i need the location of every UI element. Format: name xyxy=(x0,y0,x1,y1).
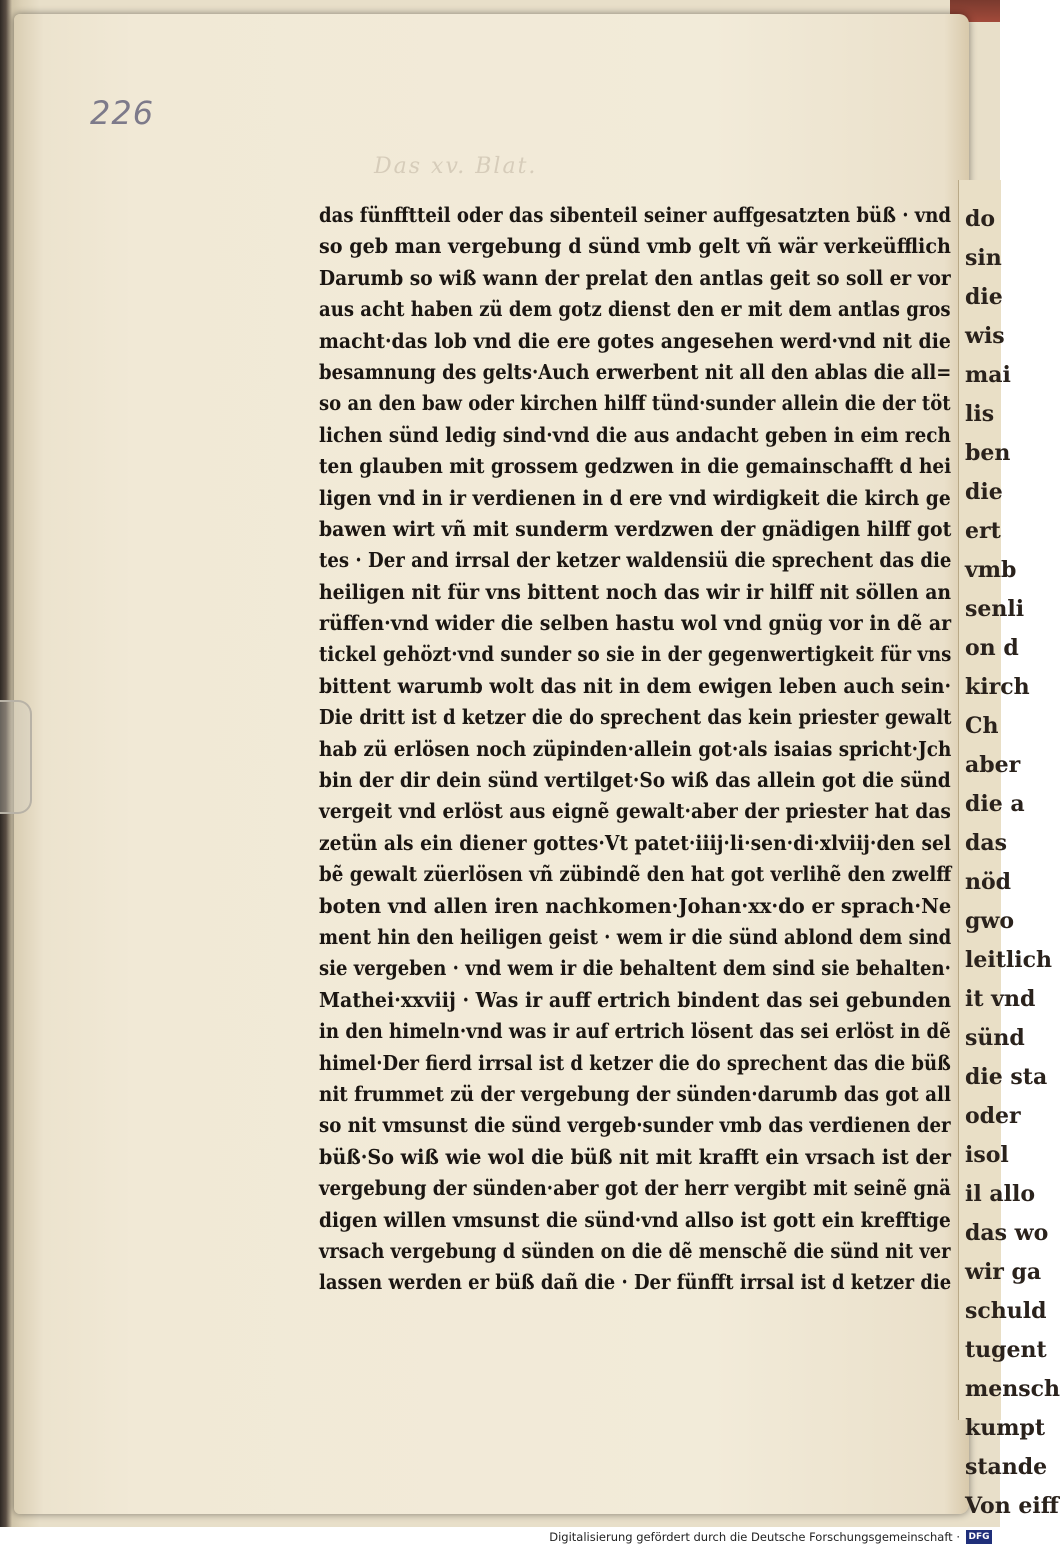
text-line: aus acht haben zü dem gotz dienst den er mit dem antlas gros xyxy=(319,297,951,322)
text-line: zetün als ein diener gottes·Vt patet·iiij·li·sen·di·xlviij·den sel xyxy=(319,830,952,855)
facing-fragment: it vnd xyxy=(965,986,1036,1012)
facing-fragment: lis xyxy=(965,401,995,427)
body-text xyxy=(319,200,959,1299)
text-line: vergebung der sünden·aber got der herr vergibt mit seinẽ gnä xyxy=(319,1176,951,1201)
text-line: ligen vnd in ir verdienen in d ere vnd wirdigkeit die kirch ge xyxy=(319,485,951,510)
facing-fragment: mensch xyxy=(965,1376,1060,1402)
text-line: so an den baw oder kirchen hilff tünd·sunder allein die der töt xyxy=(319,391,951,416)
facing-fragment: leitlich xyxy=(965,947,1052,973)
footer-bar xyxy=(0,1527,1000,1547)
text-line: tes · Der and irrsal der ketzer waldensiü die sprechent das die xyxy=(319,548,952,573)
facing-fragment: nöd xyxy=(965,869,1012,895)
text-line: vergeit vnd erlöst aus eignẽ gewalt·aber der priester hat das xyxy=(319,799,951,824)
text-line: sie vergeben · vnd wem ir die behaltent dem sind sie behalten· xyxy=(319,956,951,981)
facing-fragment: Von eiff xyxy=(965,1493,1059,1519)
text-line: das fünfftteil oder das sibenteil seiner auffgesatzten büß · vnd xyxy=(319,203,952,227)
text-line: büß·So wiß wie wol die büß nit mit krafft ein vrsach ist der xyxy=(319,1144,951,1169)
text-line: in den himeln·vnd was ir auf ertrich lösent das sei erlöst in dẽ xyxy=(319,1019,951,1044)
funding-credit: Digitalisierung gefördert durch die Deutsche Forschungsgemeinschaft · xyxy=(549,1530,960,1544)
facing-fragment: mai xyxy=(965,362,1011,388)
text-line: vrsach vergebung d sünden on die dẽ menschẽ die sünd nit ver xyxy=(319,1238,951,1263)
facing-fragment: il allo xyxy=(965,1181,1036,1207)
facing-fragment: die sta xyxy=(965,1064,1048,1090)
text-line: heiligen nit für vns bittent noch das wir ir hilff nit söllen an xyxy=(319,579,952,604)
text-line: bẽ gewalt züerlösen vñ zübindẽ den hat got verlihẽ den zwelff xyxy=(319,862,952,887)
facing-fragment: tugent xyxy=(965,1337,1047,1363)
facing-fragment: das wo xyxy=(965,1220,1049,1246)
facing-fragment: wis xyxy=(965,323,1005,349)
text-line: tickel gehözt·vnd sunder so sie in der gegenwertigkeit für vns xyxy=(319,642,952,667)
show-through-text: Das xv. Blat. xyxy=(374,154,538,179)
facing-fragment: wir ga xyxy=(965,1259,1042,1285)
text-line: lassen werden er büß dañ die · Der fünfft irrsal ist d ketzer die xyxy=(319,1270,952,1295)
text-line: besamnung des gelts·Auch erwerbent nit all den ablas die all= xyxy=(319,359,952,384)
text-line: digen willen vmsunst die sünd·vnd allso ist gott ein krefftige xyxy=(319,1207,951,1232)
facing-fragment: Ch xyxy=(965,713,999,739)
page-clip xyxy=(0,700,32,814)
facing-fragment: schuld xyxy=(965,1298,1047,1324)
text-line: bawen wirt vñ mit sunderm verdzwen der gnädigen hilff got xyxy=(319,516,952,541)
text-line: ten glauben mit grossem gedzwen in die gemainschafft d hei xyxy=(319,454,952,479)
text-line: so geb man vergebung d sünd vmb gelt vñ wär verkeüfflich xyxy=(319,234,951,259)
text-line: Die dritt ist d ketzer die do sprechent das kein priester gewalt xyxy=(319,705,952,730)
facing-fragment: stande xyxy=(965,1454,1048,1480)
facing-fragment: sin xyxy=(965,245,1002,271)
facing-fragment: die a xyxy=(965,791,1025,817)
page-number: 226 xyxy=(90,94,155,132)
text-line: Mathei·xxviij · Was ir auff ertrich bindent das sei gebunden xyxy=(319,987,952,1012)
facing-fragment: on d xyxy=(965,635,1019,661)
text-line: ment hin den heiligen geist · wem ir die sünd ablond dem sind xyxy=(319,924,952,949)
facing-fragment: sünd xyxy=(965,1025,1025,1051)
text-line: bittent warumb wolt das nit in dem ewigen leben auch sein· xyxy=(319,673,952,698)
text-line: bin der dir dein sünd vertilget·So wiß das allein got die sünd xyxy=(319,768,951,793)
text-line: so nit vmsunst die sünd vergeb·sunder vmb das verdienen der xyxy=(319,1113,951,1138)
facing-fragment: do xyxy=(965,206,996,232)
facing-fragment: vmb xyxy=(965,557,1017,583)
text-line: macht·das lob vnd die ere gotes angesehen werd·vnd nit die xyxy=(319,328,951,353)
facing-fragment: oder xyxy=(965,1103,1021,1129)
facing-fragment: senli xyxy=(965,596,1025,622)
facing-fragment: aber xyxy=(965,752,1021,778)
facing-fragment: kumpt xyxy=(965,1415,1046,1441)
facing-fragment: gwo xyxy=(965,908,1014,934)
book-page xyxy=(14,14,969,1514)
text-line: Darumb so wiß wann der prelat den antlas geit so soll er vor xyxy=(319,265,951,290)
facing-fragment: die xyxy=(965,479,1003,505)
facing-fragment: kirch xyxy=(965,674,1030,700)
text-line: himel·Der fierd irrsal ist d ketzer die do sprechent das die büß xyxy=(319,1050,951,1075)
facing-fragment: ert xyxy=(965,518,1001,544)
text-line: rüffen·vnd wider die selben hastu wol vnd gnüg vor in dẽ ar xyxy=(319,611,952,636)
facing-fragment: das xyxy=(965,830,1008,856)
facing-fragment: isol xyxy=(965,1142,1009,1168)
text-line: boten vnd allen iren nachkomen·Johan·xx·do er sprach·Ne xyxy=(319,893,952,918)
text-line: nit frummet zü der vergebung der sünden·darumb das got all xyxy=(319,1081,951,1106)
facing-fragment: ben xyxy=(965,440,1011,466)
text-line: lichen sünd ledig sind·vnd die aus andacht geben in eim rech xyxy=(319,422,951,447)
facing-page-fragments xyxy=(965,200,1060,1526)
text-line: hab zü erlösen noch züpinden·allein got·als isaias spricht·Jch xyxy=(319,736,952,761)
facing-page-edge xyxy=(958,180,1060,1519)
facing-fragment: die xyxy=(965,284,1003,310)
dfg-logo: DFG xyxy=(966,1530,992,1544)
